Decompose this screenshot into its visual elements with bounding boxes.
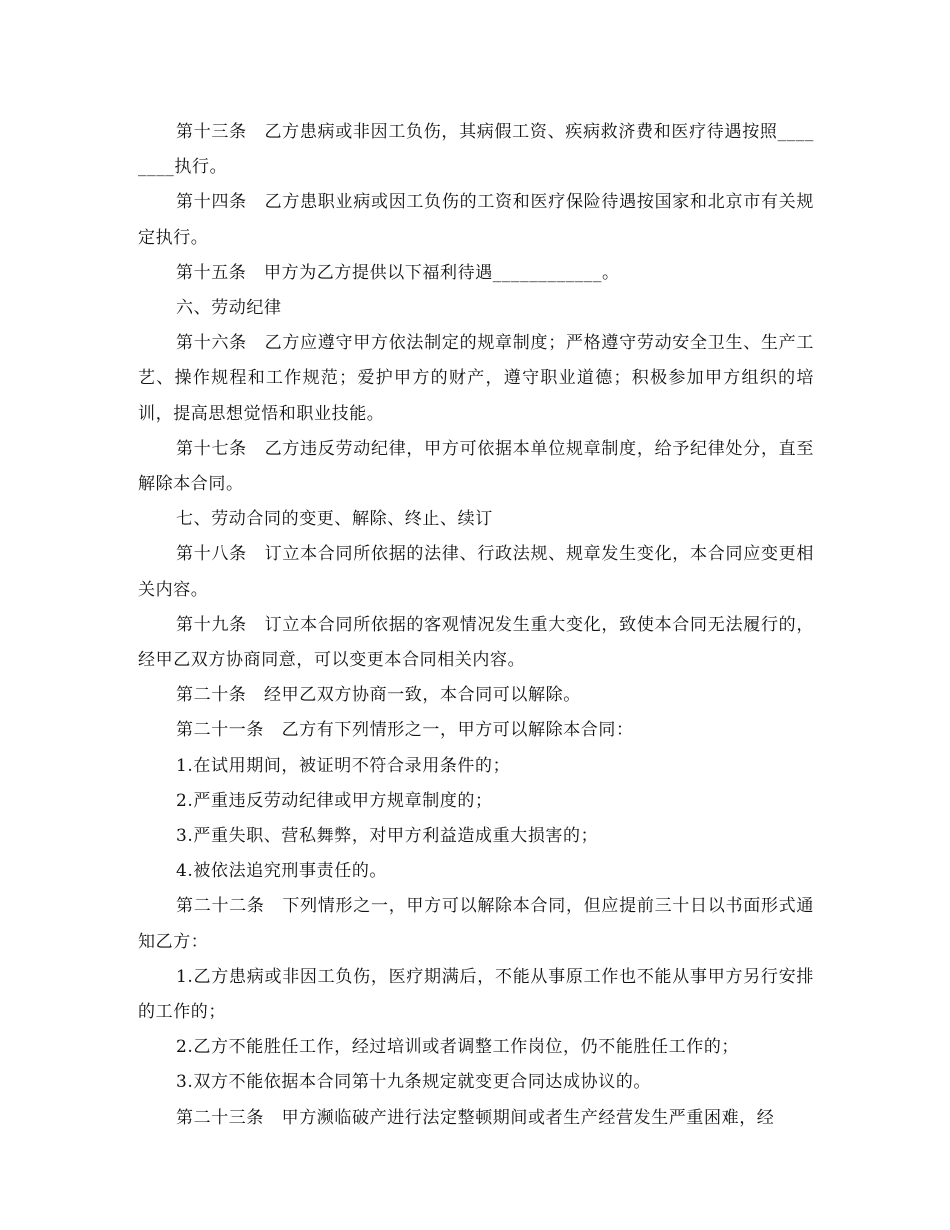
- article-22-item-2: 2.乙方不能胜任工作，经过培训或者调整工作岗位，仍不能胜任工作的；: [176, 1037, 740, 1058]
- article-21: 第二十一条 乙方有下列情形之一，甲方可以解除本合同：: [176, 720, 634, 741]
- article-16: 第十六条 乙方应遵守甲方依法制定的规章制度；严格遵守劳动安全卫生、生产工艺、操作规程和工作规范；爱护甲方的财产，遵守职业道德；积极参加甲方组织的培训，提高思想觉悟和职业技能。: [138, 333, 814, 424]
- article-19: 第十九条 订立本合同所依据的客观情况发生重大变化，致使本合同无法履行的，经甲乙双方协商同意，可以变更本合同相关内容。: [138, 614, 814, 671]
- article-15: 第十五条 甲方为乙方提供以下福利待遇____________。: [176, 262, 620, 283]
- article-20: 第二十条 经甲乙双方协商一致，本合同可以解除。: [176, 685, 581, 706]
- article-21-item-2: 2.严重违反劳动纪律或甲方规章制度的；: [176, 790, 493, 811]
- article-23: 第二十三条 甲方濒临破产进行法定整顿期间或者生产经营发生严重困难，经: [176, 1107, 775, 1128]
- document-body: [138, 115, 814, 1136]
- article-14: 第十四条 乙方患职业病或因工负伤的工资和医疗保险待遇按国家和北京市有关规定执行。: [138, 192, 814, 248]
- article-21-item-4: 4.被依法追究刑事责任的。: [176, 861, 388, 882]
- section-heading-contract-changes: 七、劳动合同的变更、解除、终止、续订: [176, 509, 493, 530]
- article-18: 第十八条 订立本合同所依据的法律、行政法规、规章发生变化，本合同应变更相关内容。: [138, 544, 814, 600]
- article-22-item-1: 1.乙方患病或非因工负伤，医疗期满后，不能从事原工作也不能从事甲方另行安排的工作的；: [138, 966, 814, 1023]
- article-17: 第十七条 乙方违反劳动纪律，甲方可依据本单位规章制度，给予纪律处分，直至解除本合同。: [138, 438, 814, 495]
- article-13: 第十三条 乙方患病或非因工负伤，其病假工资、疾病救济费和医疗待遇按照________执行。: [138, 122, 814, 178]
- article-21-item-3: 3.严重失职、营私舞弊，对甲方利益造成重大损害的；: [176, 826, 599, 847]
- article-22: 第二十二条 下列情形之一，甲方可以解除本合同，但应提前三十日以书面形式通知乙方：: [138, 896, 814, 952]
- article-22-item-3: 3.双方不能依据本合同第十九条规定就变更合同达成协议的。: [176, 1072, 652, 1093]
- section-heading-labor-discipline: 六、劳动纪律: [176, 298, 282, 319]
- article-21-item-1: 1.在试用期间，被证明不符合录用条件的；: [176, 755, 511, 776]
